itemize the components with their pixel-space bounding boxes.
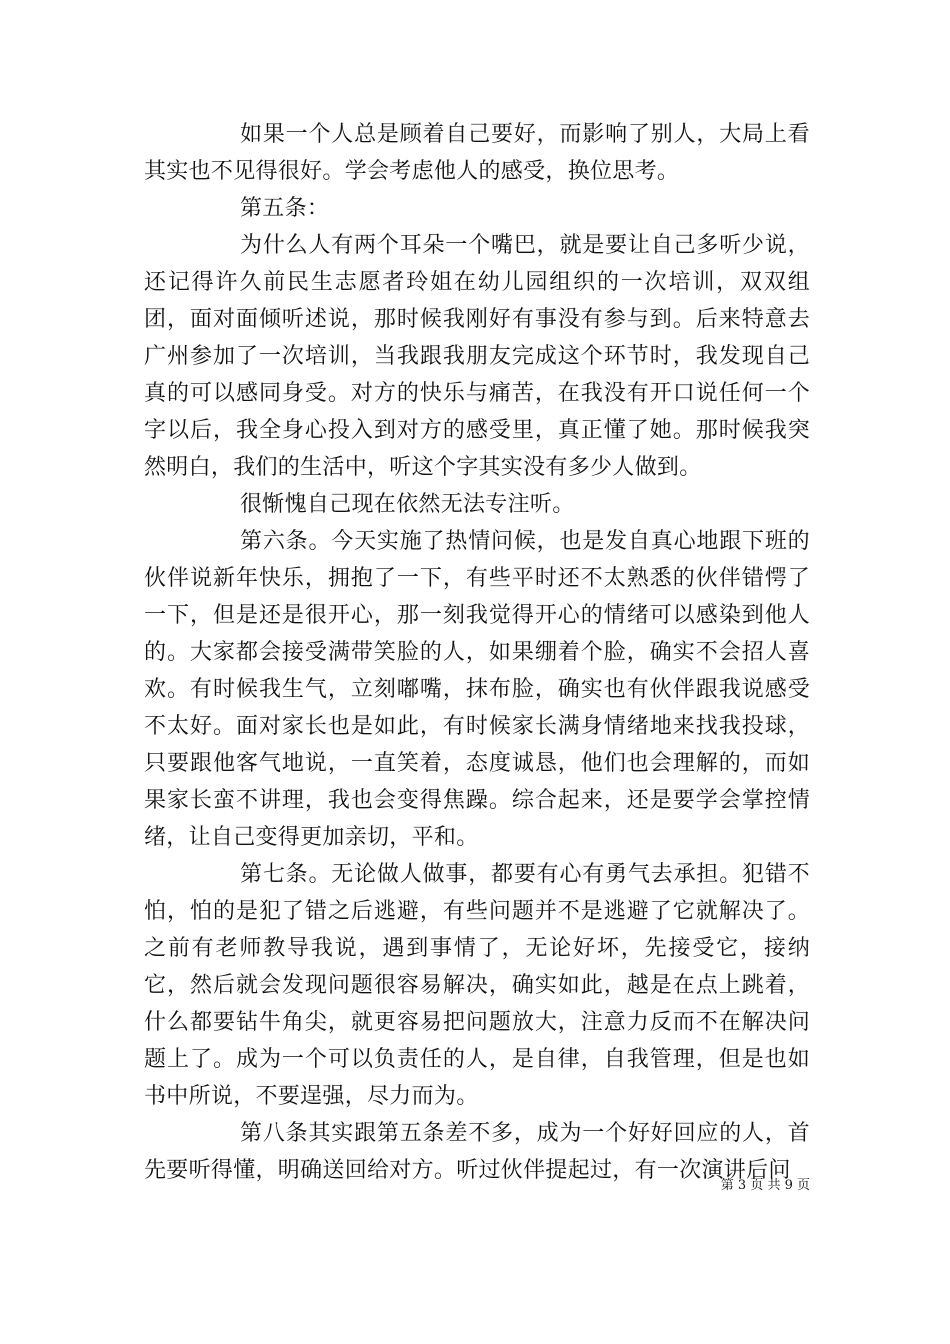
page-number-footer: 第 3 页 共 9 页 xyxy=(720,1178,810,1193)
paragraph-article-six: 第六条。今天实施了热情问候，也是发自真心地跟下班的伙伴说新年快乐，拥抱了一下，有些平时还不太熟悉的伙伴错愕了一下，但是还是很开心，那一刻我觉得开心的情绪可以感染到他人的。大家都会接受满带笑脸的人，如果绷着个脸，确实不会招人喜欢。有时候我生气，立刻嘟嘴，抹布脸，确实也有伙伴跟我说感受不太好。面对家长也是如此，有时候家长满身情绪地来找我投球，只要跟他客气地说，一直笑着，态度诚恳，他们也会理解的，而如果家长蛮不讲理，我也会变得焦躁。综合起来，还是要学会掌控情绪，让自己变得更加亲切，平和。 xyxy=(144,529,810,850)
paragraph-listen-reflection: 很惭愧自己现在依然无法专注听。 xyxy=(240,492,575,517)
paragraph-consider-others: 如果一个人总是顾着自己要好，而影响了别人，大局上看其实也不见得很好。学会考虑他人的感受，换位思考。 xyxy=(144,122,810,184)
heading-article-five: 第五条： xyxy=(240,196,330,221)
paragraph-article-five: 为什么人有两个耳朵一个嘴巴，就是要让自己多听少说，还记得许久前民生志愿者玲姐在幼儿园组织的一次培训，双双组团，面对面倾听述说，那时候我刚好有事没有参与到。后来特意去广州参加了一次培训，当我跟我朋友完成这个环节时，我发现自己真的可以感同身受。对方的快乐与痛苦，在我没有开口说任何一个字以后，我全身心投入到对方的感受里，真正懂了她。那时候我突然明白，我们的生活中，听这个字其实没有多少人做到。 xyxy=(144,233,810,480)
paragraph-article-seven: 第七条。无论做人做事，都要有心有勇气去承担。犯错不怕，怕的是犯了错之后逃避，有些问题并不是逃避了它就解决了。之前有老师教导我说，遇到事情了，无论好坏，先接受它，接纳它，然后就会发现问题很容易解决，确实如此，越是在点上跳着，什么都要钻牛角尖，就更容易把问题放大，注意力反而不在解决问题上了。成为一个可以负责任的人，是自律，自我管理，但是也如书中所说，不要逞强，尽力而为。 xyxy=(144,862,810,1109)
paragraph-article-eight: 第八条其实跟第五条差不多，成为一个好好回应的人，首先要听得懂，明确送回给对方。听过伙伴提起过，有一次演讲后问 xyxy=(144,1121,810,1183)
document-body xyxy=(144,116,810,1189)
